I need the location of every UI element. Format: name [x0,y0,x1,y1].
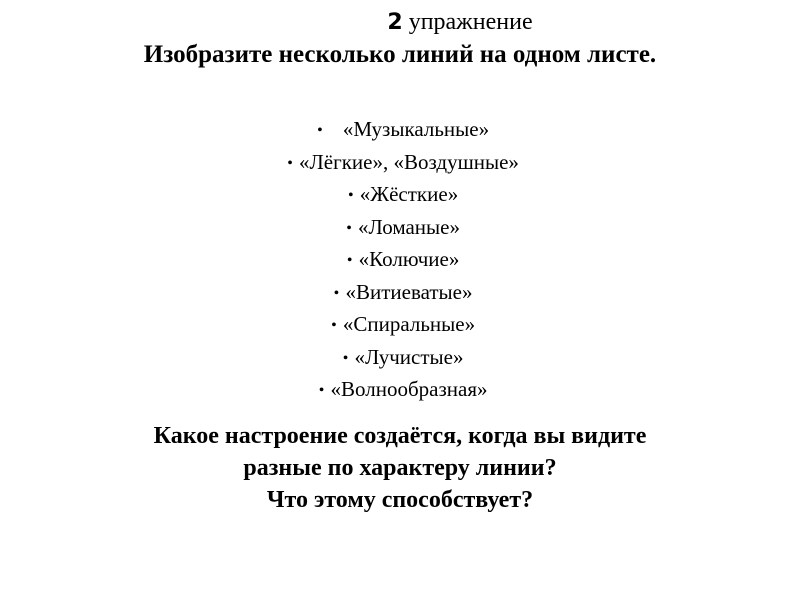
exercise-heading [0,8,800,37]
question-line-1: Какое настроение создаётся, когда вы видите [153,423,647,449]
bullet-icon: • [287,154,293,172]
list-item-label: «Лучистые» [354,344,464,369]
list-item-label: «Витиеватые» [345,279,473,304]
question-line-2: разные по характеру линии? [243,455,557,481]
list-item-label: «Ломаные» [358,214,460,239]
list-item [0,114,800,147]
reflection-questions [0,420,800,516]
bullet-icon: • [342,349,349,367]
bullet-icon: • [318,382,325,399]
list-item [0,147,800,180]
list-item [0,374,800,407]
list-item [0,342,800,375]
list-item [0,309,800,342]
bullet-icon: • [346,219,352,237]
exercise-number: 2 [387,10,403,35]
list-item-label: «Музыкальные» [342,117,490,141]
list-item-label: «Волнообразная» [330,377,488,401]
list-item [0,244,800,277]
bullet-icon: • [347,187,354,204]
bullet-icon: • [317,122,323,139]
exercise-word: упражнение [408,9,533,35]
list-item-label: «Колючие» [358,247,460,271]
question-line-3: Что этому способствует? [266,487,534,513]
list-item-label: «Спиральные» [342,312,476,336]
bullet-icon: • [346,252,353,269]
instruction-text: Изобразите несколько линий на одном листе. [143,41,657,68]
list-item-label: «Лёгкие», «Воздушные» [299,149,519,174]
list-item [0,277,800,310]
list-item [0,179,800,212]
list-item [0,212,800,245]
list-item-label: «Жёсткие» [359,182,459,206]
bullet-icon: • [331,317,337,334]
bullet-icon: • [333,284,340,302]
line-types-list [0,114,800,407]
